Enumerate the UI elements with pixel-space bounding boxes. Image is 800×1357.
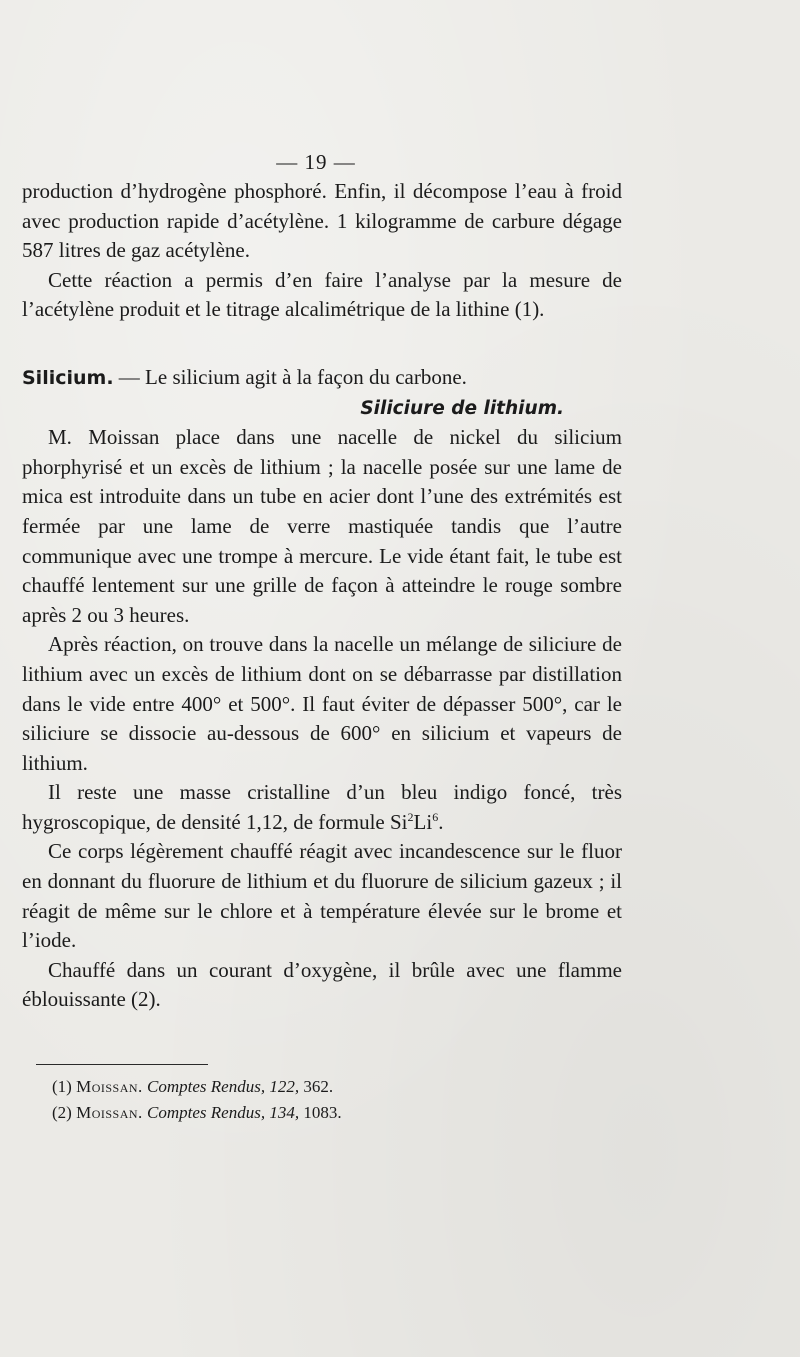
footnote-marker: (2) [52,1103,72,1122]
formula-li: Li [413,809,433,834]
footnote-journal: Comptes Rendus, [147,1103,266,1122]
body-text [22,177,622,1015]
footnote-volume: 122, [269,1077,300,1096]
footnote-page: 362. [303,1077,334,1096]
formula-text-after: . [438,809,444,834]
paragraph-analysis: Cette réaction a permis d’en faire l’analyse par la mesure de l’acétylène produit et le titrage alcalimétrique de la lithine (1). [22,267,622,322]
page-number: — 19 — [276,150,356,174]
subheading-siliciure: Siliciure de lithium. [360,397,564,419]
section-silicium [22,363,622,394]
paragraph-procedure: M. Moissan place dans une nacelle de nickel du silicium phorphyrisé et un excès de lithium ; la nacelle posée sur une lame de mica est introduite dans un tube en acier dont l’une des extrémités est fermée par une lame de verre mastiquée tandis que l’autre communique avec une trompe à mercure. Le vide étant fait, le tube est chauffé lentement sur une grille de façon à atteindre le rouge sombre après 2 ou 3 heures. [22,425,622,627]
formula-sup-li: 6 [432,809,439,824]
footnotes [52,1074,612,1126]
footnote-journal: Comptes Rendus, [147,1077,266,1096]
footnote-1 [52,1074,612,1100]
footnote-2 [52,1100,612,1126]
footnote-author: Moissan. [76,1103,143,1122]
footnote-volume: 134, [269,1103,300,1122]
paragraph-fluor: Ce corps légèrement chauffé réagit avec incandescence sur le fluor en donnant du fluorure de lithium et du fluorure de silicium gazeux ; il réagit de même sur le chlore et à température élevée sur le brome et l’iode. [22,839,622,953]
paragraph-formula [22,778,622,837]
paragraph-hydrogen-phosphide: production d’hydrogène phosphoré. Enfin, il décompose l’eau à froid avec production rapide d’acétylène. 1 kilogramme de carbure dégage 587 litres de gaz acétylène. [22,179,622,263]
footnote-divider [36,1064,208,1065]
paragraph-reaction: Après réaction, on trouve dans la nacelle un mélange de siliciure de lithium avec un excès de lithium dont on se débarrasse par distillation dans le vide entre 400° et 500°. Il faut éviter de dépasser 500°, car le siliciure se dissocie au-dessous de 600° en silicium et vapeurs de lithium. [22,632,622,775]
footnote-page: 1083. [303,1103,342,1122]
formula-text-before: Il reste une masse cristalline d’un bleu indigo foncé, très hygroscopique, de densité 1,12, de formule Si [22,780,622,834]
formula-sup-si: 2 [407,809,414,824]
footnote-marker: (1) [52,1077,72,1096]
section-intro-text: — Le silicium agit à la façon du carbone. [113,364,467,389]
footnote-author: Moissan. [76,1077,143,1096]
section-title-silicium: Silicium. [22,366,114,389]
paragraph-oxygen: Chauffé dans un courant d’oxygène, il brûle avec une flamme éblouissante (2). [22,957,622,1012]
